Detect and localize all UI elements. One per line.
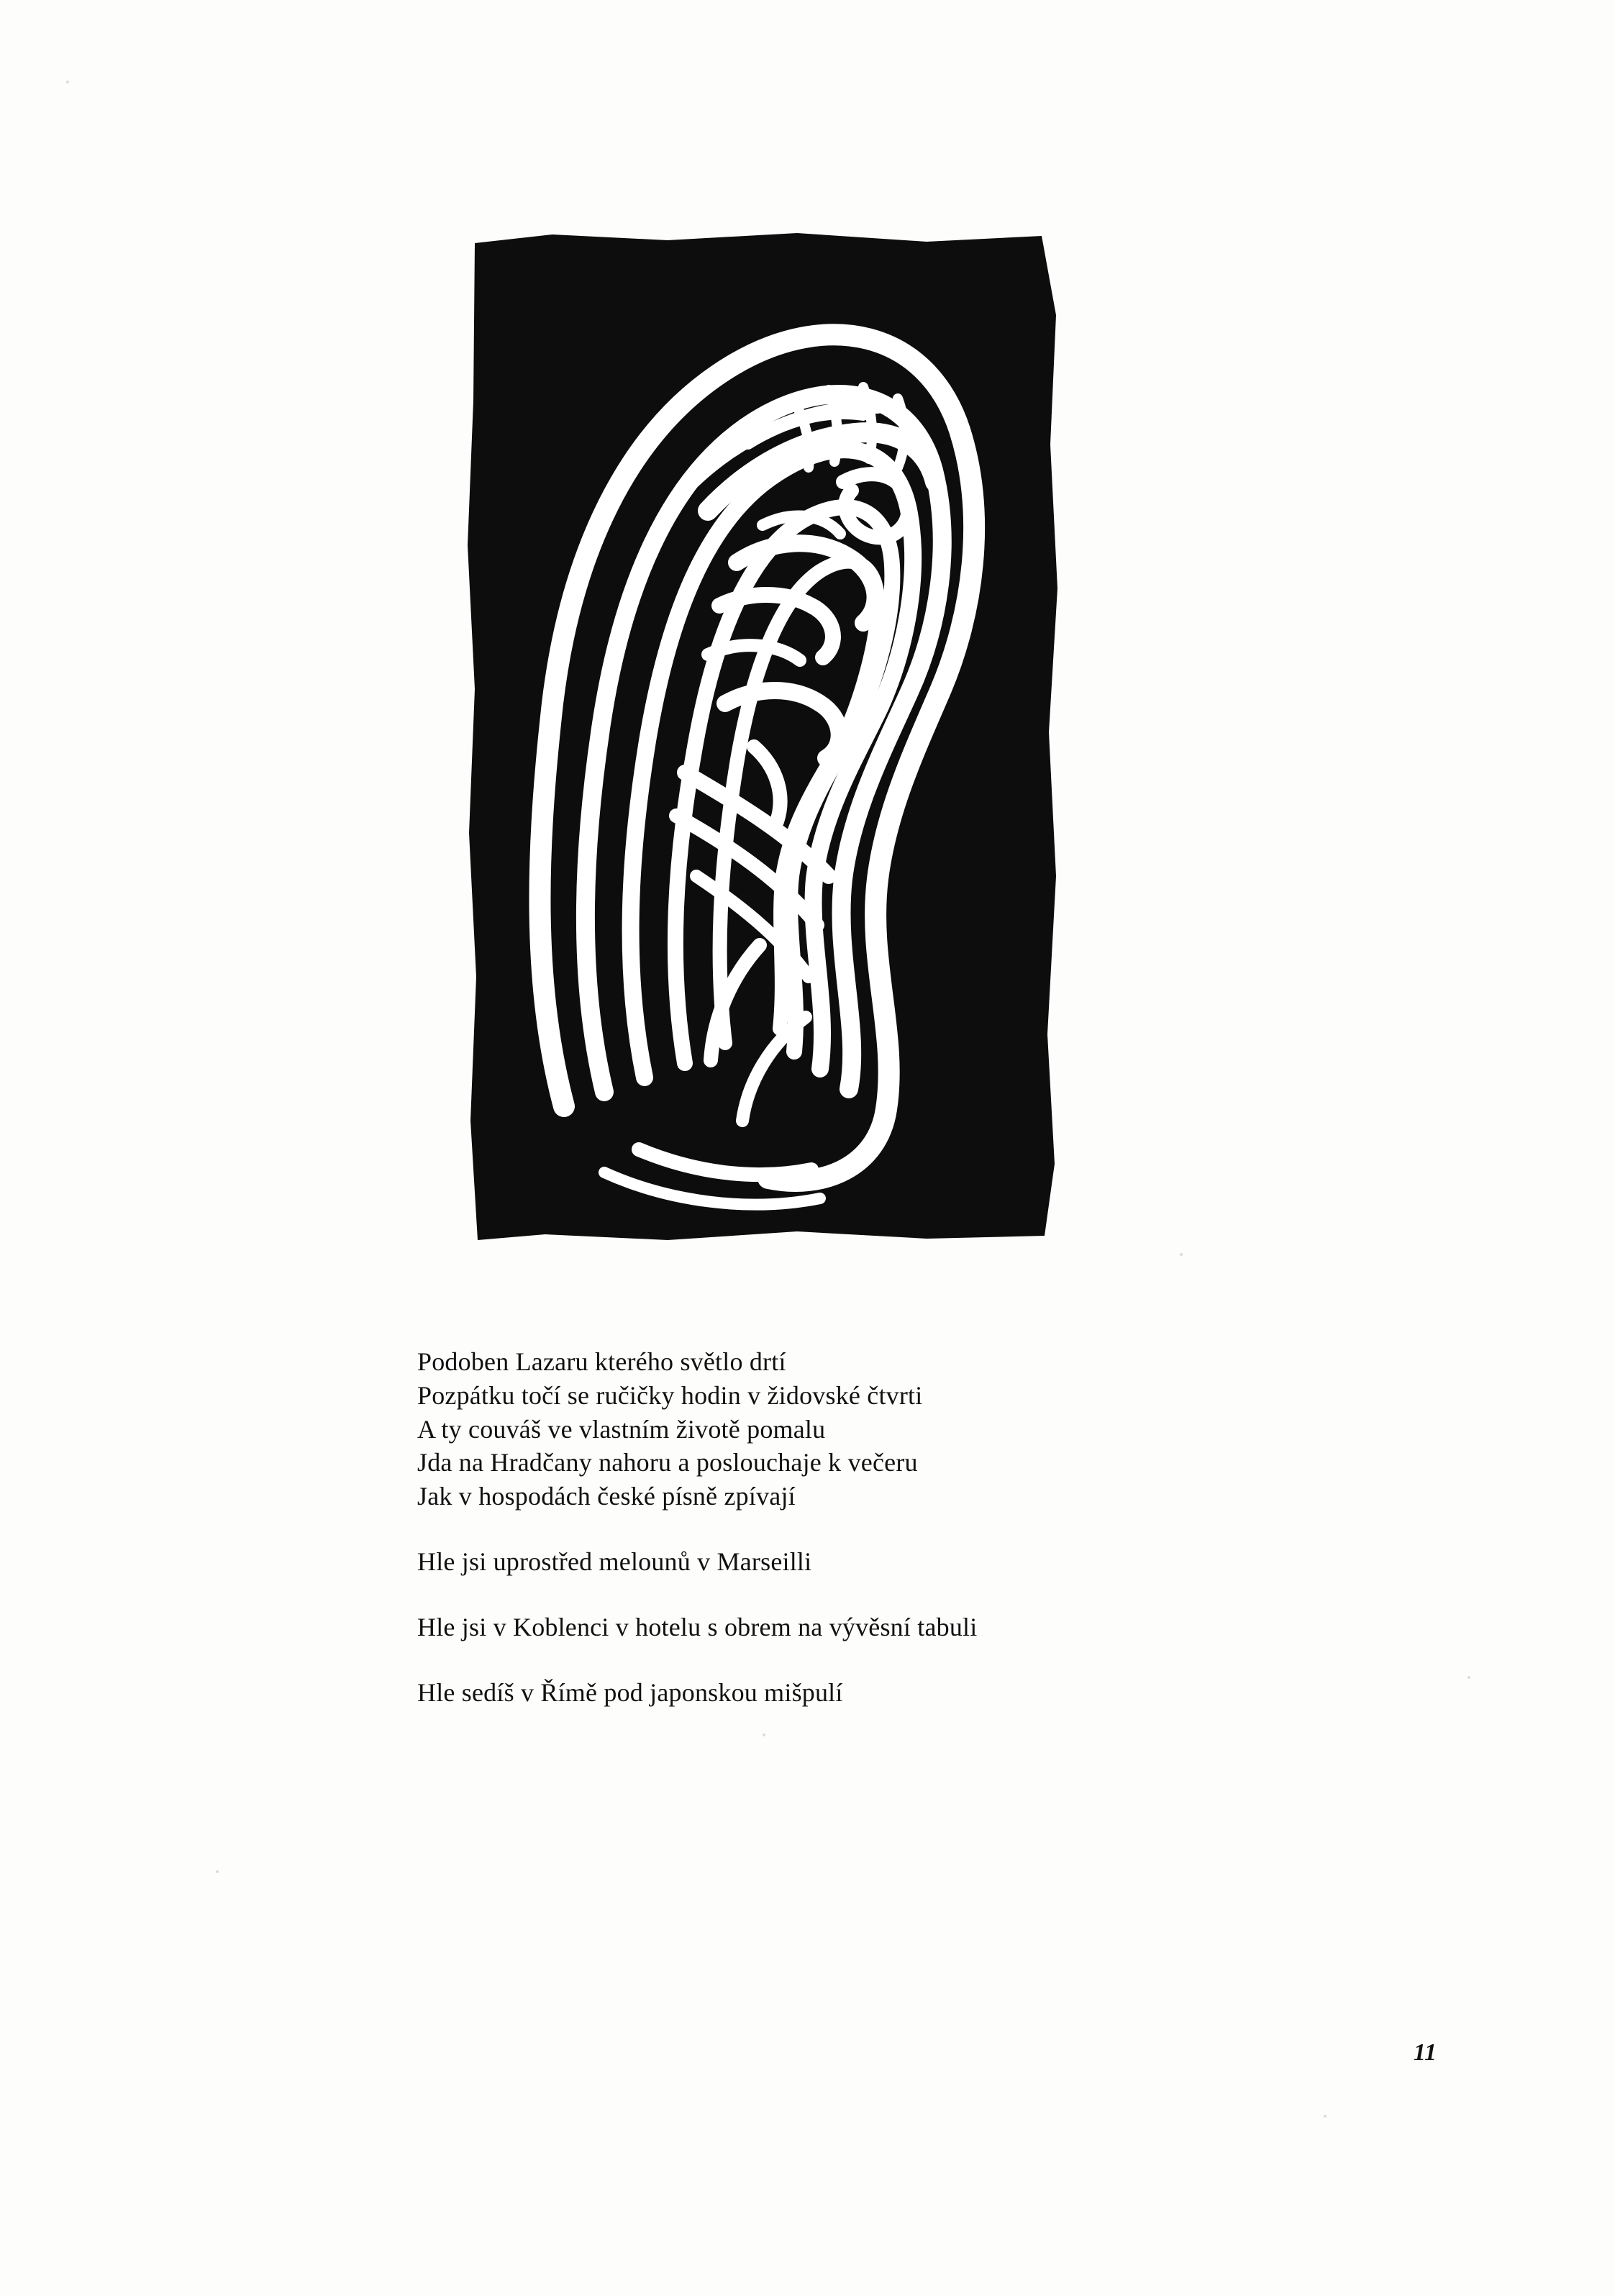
- stanza-1: [417, 1345, 1352, 1513]
- poem-line: Hle jsi uprostřed melounů v Marseilli: [417, 1546, 812, 1576]
- scan-speck: [763, 1734, 765, 1736]
- scan-speck: [216, 1870, 219, 1873]
- woodcut-illustration: [466, 229, 1065, 1244]
- stanza-3: [417, 1611, 1352, 1644]
- poem-line: Jak v hospodách české písně zpívají: [417, 1482, 796, 1511]
- poem-line: Podoben Lazaru kterého světlo drtí: [417, 1347, 786, 1376]
- scan-speck: [1324, 2115, 1327, 2118]
- poem-line: A ty couváš ve vlastním životě pomalu: [417, 1414, 826, 1444]
- scan-speck: [1468, 1676, 1470, 1679]
- page-number: 11: [1413, 2039, 1437, 2066]
- poem-line: Hle jsi v Koblenci v hotelu s obrem na vývěsní tabuli: [417, 1612, 978, 1641]
- scan-speck: [66, 81, 69, 83]
- stanza-4: [417, 1676, 1352, 1710]
- poem-line: Hle sedíš v Římě pod japonskou mišpulí: [417, 1677, 843, 1707]
- poem-line: Pozpátku točí se ručičky hodin v židovské čtvrti: [417, 1380, 923, 1410]
- scan-speck: [1180, 1253, 1183, 1256]
- poem-body: [417, 1345, 1352, 1709]
- poem-line: Jda na Hradčany nahoru a poslouchaje k večeru: [417, 1448, 918, 1477]
- stanza-2: [417, 1545, 1352, 1579]
